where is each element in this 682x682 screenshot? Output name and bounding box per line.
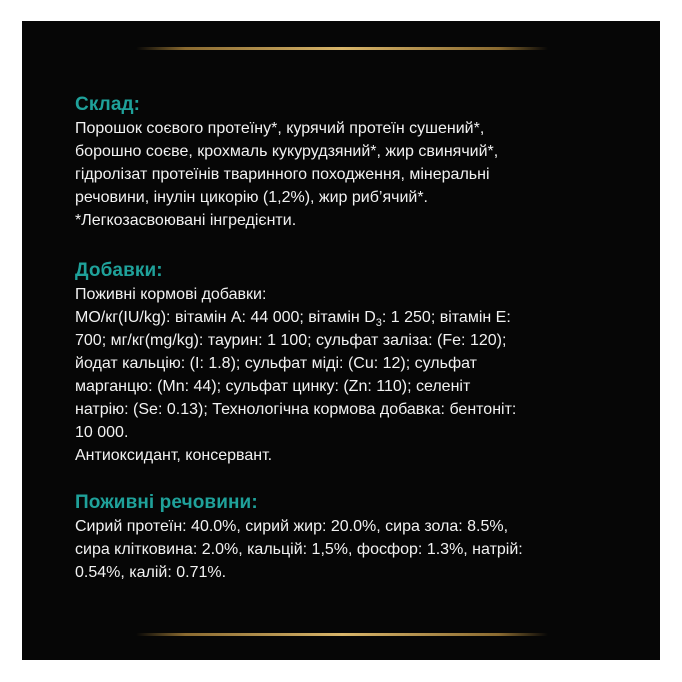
nutrients-line: сира клітковина: 2.0%, кальцій: 1,5%, фосфор: 1.3%, натрій: — [75, 541, 523, 558]
composition-line: борошно соєве, крохмаль кукурудзяний*, жир свинячий*, — [75, 143, 499, 160]
vitamins-text-a: МО/кг(IU/kg): вітамін A: 44 000; вітамін D — [75, 309, 376, 326]
composition-footnote: *Легкозасвоювані інгредієнти. — [75, 212, 297, 229]
composition-line: Порошок соєвого протеїну*, курячий протеїн сушений*, — [75, 120, 485, 137]
additives-line: йодат кальцію: (I: 1.8); сульфат міді: (Cu: 12); сульфат — [75, 355, 477, 372]
vitamins-text-b: : 1 250; вітамін E: — [381, 309, 511, 326]
nutrients-section — [75, 491, 635, 584]
bottom-gold-divider — [136, 633, 548, 636]
composition-heading: Склад: — [75, 94, 141, 115]
nutrients-heading: Поживні речовини: — [75, 492, 258, 513]
additives-vitamins-line — [75, 306, 635, 329]
additives-section — [75, 259, 635, 467]
additives-intro: Поживні кормові добавки: — [75, 286, 267, 303]
composition-line: гідролізат протеїнів тваринного походження, мінеральні — [75, 166, 490, 183]
additives-heading: Добавки: — [75, 260, 163, 281]
additives-line: 10 000. — [75, 424, 129, 441]
additives-antioxidant: Антиоксидант, консервант. — [75, 447, 273, 464]
additives-line: 700; мг/кг(mg/kg): таурин: 1 100; сульфат заліза: (Fe: 120); — [75, 332, 507, 349]
composition-section — [75, 93, 635, 232]
additives-line: марганцю: (Mn: 44); сульфат цинку: (Zn: 110); селеніт — [75, 378, 471, 395]
composition-line: речовини, інулін цикорію (1,2%), жир риб’ячий*. — [75, 189, 428, 206]
ingredients-panel — [22, 21, 660, 660]
vitamin-d-subscript: 3 — [375, 317, 382, 329]
top-gold-divider — [136, 47, 548, 50]
additives-line: натрію: (Se: 0.13); Технологічна кормова добавка: бентоніт: — [75, 401, 517, 418]
nutrients-line: 0.54%, калій: 0.71%. — [75, 564, 227, 581]
nutrients-line: Сирий протеїн: 40.0%, сирий жир: 20.0%, сира зола: 8.5%, — [75, 518, 509, 535]
